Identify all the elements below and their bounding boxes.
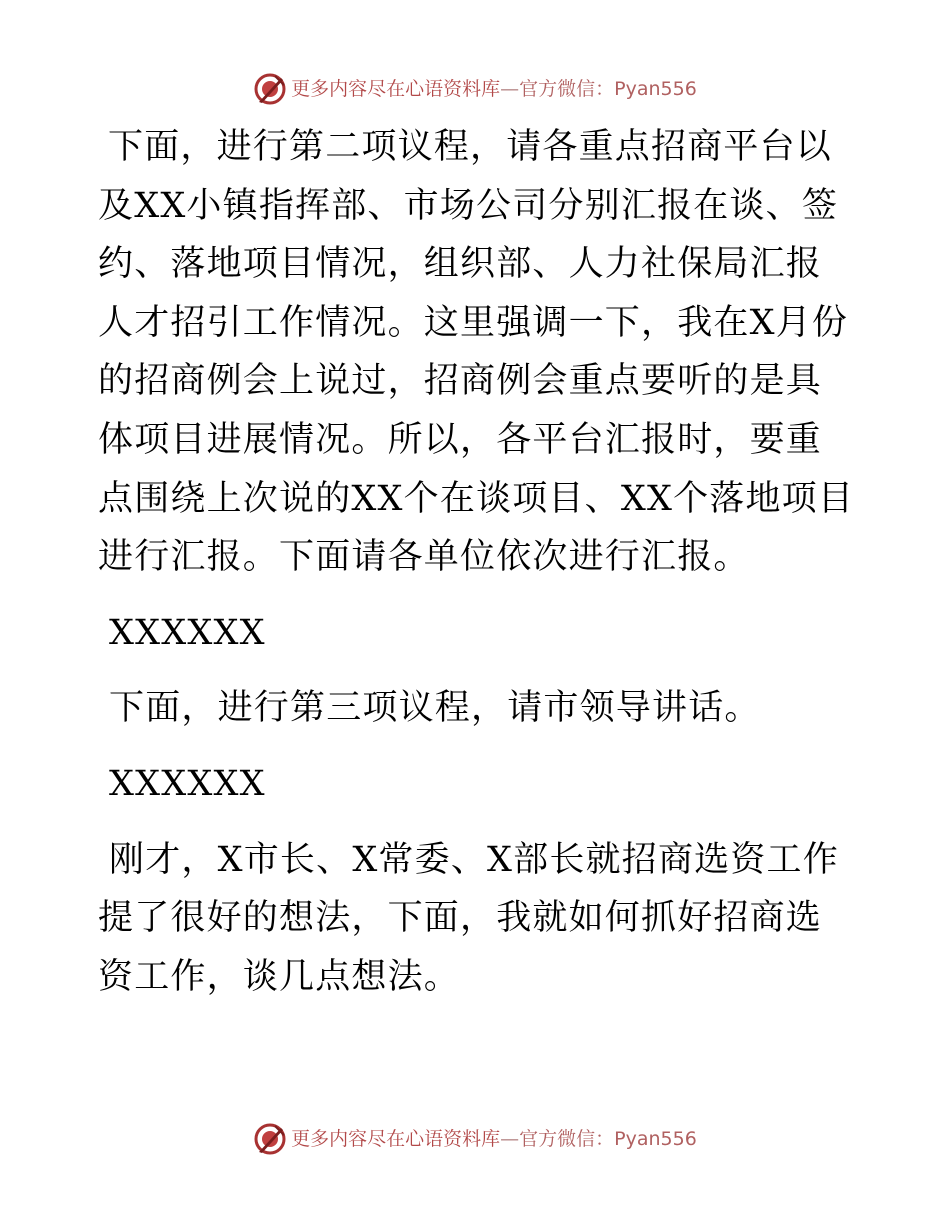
pen-logo-icon <box>253 72 287 106</box>
paragraph-placeholder-2: XXXXXX <box>109 763 266 804</box>
paragraph-agenda-three: 下面，进行第三项议程，请市领导讲话。 <box>109 688 761 729</box>
document-body <box>98 118 858 1023</box>
paragraph-placeholder-1: XXXXXX <box>109 612 266 653</box>
pen-logo-icon <box>253 1122 287 1156</box>
footer-watermark <box>0 1121 950 1157</box>
watermark-text: 更多内容尽在心语资料库—官方微信：Pyan556 <box>291 1128 697 1150</box>
paragraph-agenda-two: 下面，进行第二项议程，请各重点招商平台以及XX小镇指挥部、市场公司分别汇报在谈、签约、落地项目情况，组织部、人力社保局汇报人才招引工作情况。这里强调一下，我在X月份的招商例会上说过，招商例会重点要听的是具体项目进展情况。所以，各平台汇报时，要重点围绕上次说的XX个在谈项目、XX个落地项目进行汇报。下面请各单位依次进行汇报。 <box>98 127 855 578</box>
watermark-text: 更多内容尽在心语资料库—官方微信：Pyan556 <box>291 78 697 100</box>
header-watermark <box>0 71 950 107</box>
paragraph-closing: 刚才，X市长、X常委、X部长就招商选资工作提了很好的想法，下面，我就如何抓好招商选资工作，谈几点想法。 <box>98 839 839 997</box>
